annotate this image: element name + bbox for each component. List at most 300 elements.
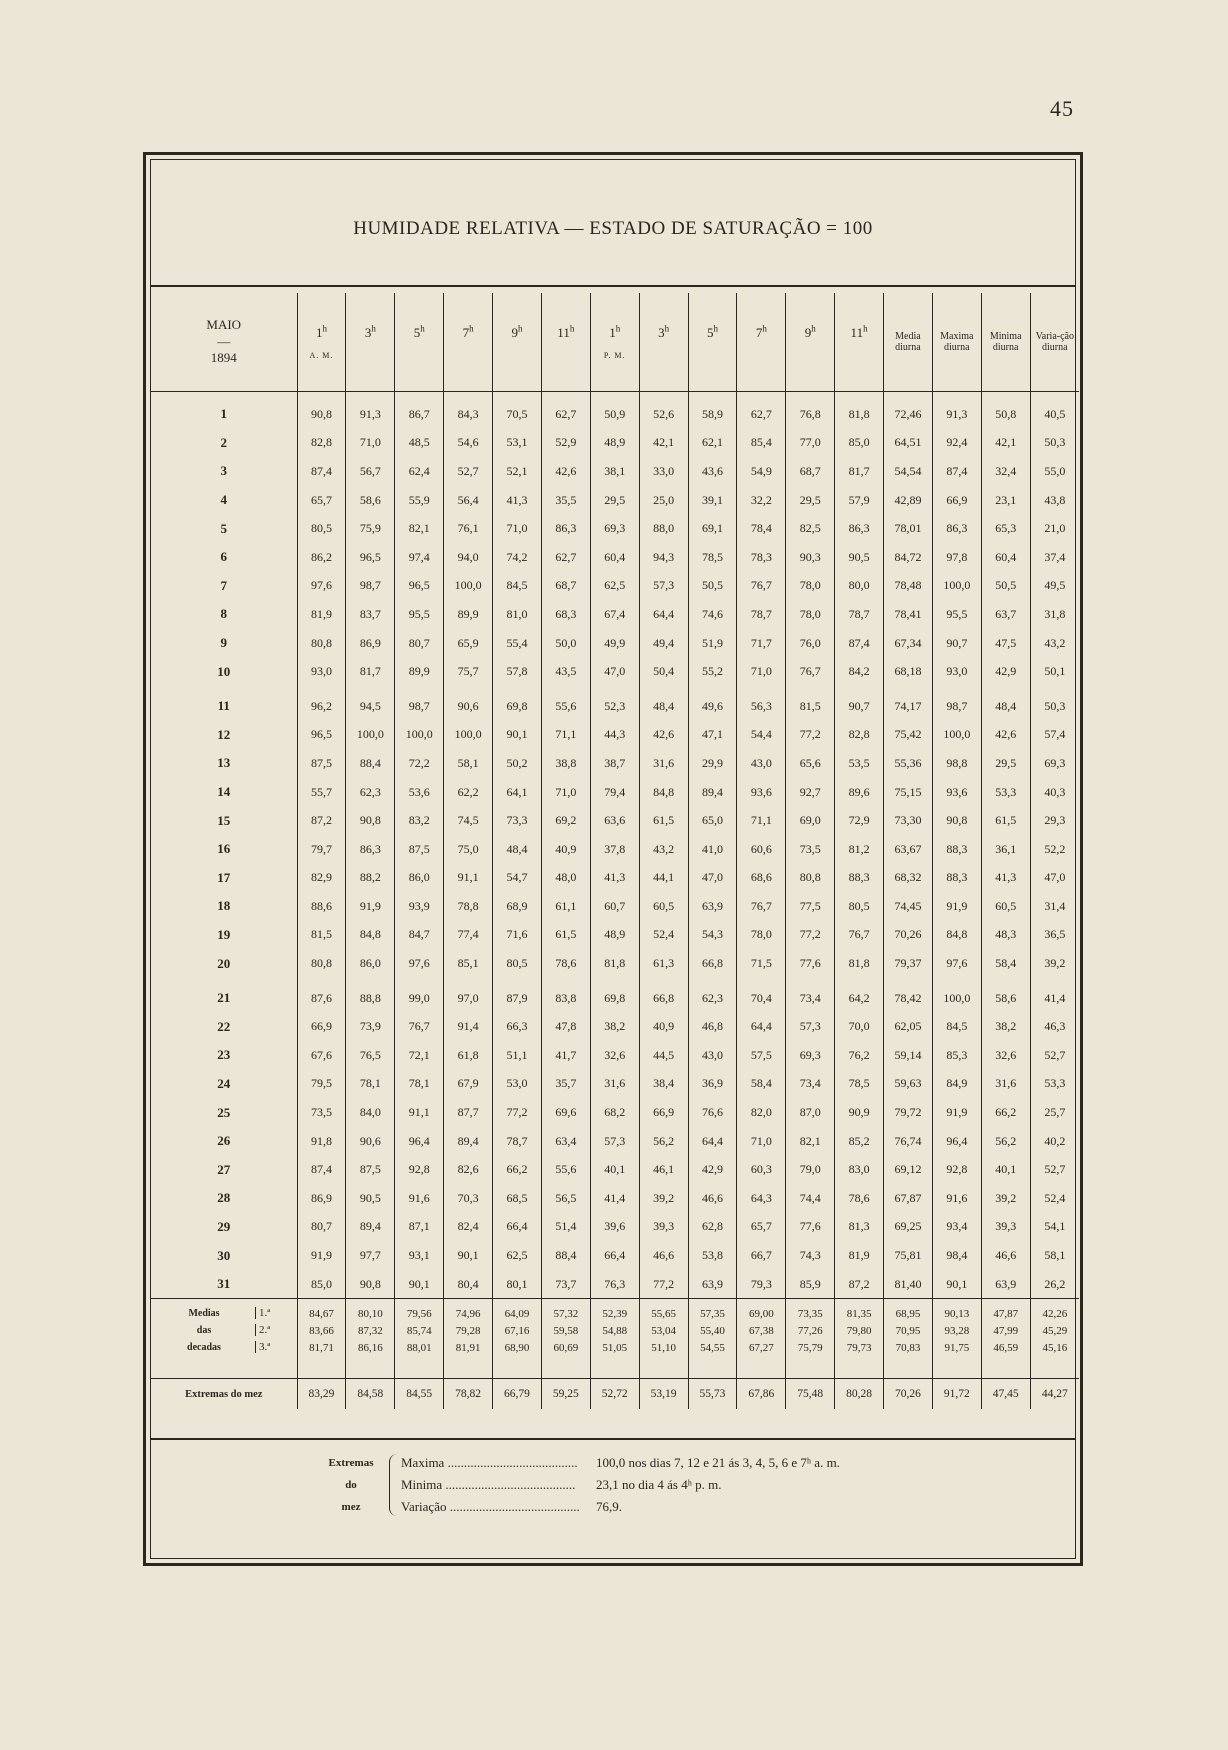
table-cell: 64,1: [493, 778, 542, 807]
table-cell: 85,74: [395, 1322, 444, 1339]
table-cell: 21,0: [1030, 514, 1079, 543]
table-cell: 66,4: [493, 1213, 542, 1242]
table-cell: 77,4: [444, 921, 493, 950]
table-cell: 36,1: [981, 835, 1030, 864]
table-cell: 62,1: [688, 429, 737, 458]
table-cell: 84,8: [639, 778, 688, 807]
table-cell: 66,2: [981, 1098, 1030, 1127]
table-row: [151, 692, 1079, 721]
table-cell: 52,4: [639, 921, 688, 950]
table-cell: 83,29: [297, 1379, 346, 1410]
hour-header: 5$^h$: [395, 293, 444, 392]
table-cell: 84,67: [297, 1299, 346, 1323]
table-cell: 73,3: [493, 806, 542, 835]
table-cell: 90,8: [297, 400, 346, 429]
row-label: 28: [217, 1190, 231, 1206]
table-cell: 66,9: [297, 1012, 346, 1041]
table-cell: 79,3: [737, 1270, 786, 1299]
table-cell: 60,4: [981, 543, 1030, 572]
table-cell: 69,8: [493, 692, 542, 721]
table-cell: 48,0: [541, 864, 590, 893]
table-cell: 79,56: [395, 1299, 444, 1323]
decada-row: [151, 1339, 1079, 1356]
table-cell: 55,36: [884, 749, 933, 778]
table-cell: 87,4: [297, 457, 346, 486]
page-number: 45: [1050, 96, 1074, 121]
table-cell: 46,59: [981, 1339, 1030, 1356]
table-cell: 92,8: [395, 1155, 444, 1184]
table-cell: 44,27: [1030, 1379, 1079, 1410]
table-row: [151, 806, 1079, 835]
table-cell: 71,1: [541, 721, 590, 750]
table-cell: 91,6: [932, 1184, 981, 1213]
table-cell: 79,0: [786, 1155, 835, 1184]
table-cell: 100,0: [395, 721, 444, 750]
table-cell: 79,37: [884, 949, 933, 978]
table-cell: 68,3: [541, 600, 590, 629]
table-cell: 53,1: [493, 429, 542, 458]
row-label: 19: [217, 926, 231, 942]
table-cell: 59,58: [541, 1322, 590, 1339]
hour-header: 3$^h$: [346, 293, 395, 392]
table-cell: 96,5: [297, 721, 346, 750]
table-cell: 86,0: [395, 864, 444, 893]
table-cell: 98,7: [346, 572, 395, 601]
table-cell: 81,40: [884, 1270, 933, 1299]
table-cell: 65,6: [786, 749, 835, 778]
table-cell: 39,3: [639, 1213, 688, 1242]
table-cell: 74,5: [444, 806, 493, 835]
table-cell: 86,3: [541, 514, 590, 543]
table-cell: 78,5: [835, 1070, 884, 1099]
table-cell: 81,8: [835, 400, 884, 429]
table-cell: 68,95: [884, 1299, 933, 1323]
table-cell: 63,67: [884, 835, 933, 864]
table-cell: 70,26: [884, 921, 933, 950]
table-cell: 60,7: [590, 892, 639, 921]
table-cell: 41,3: [981, 864, 1030, 893]
table-cell: 44,1: [639, 864, 688, 893]
table-cell: 64,4: [639, 600, 688, 629]
table-cell: 68,2: [590, 1098, 639, 1127]
table-cell: 58,1: [1030, 1241, 1079, 1270]
table-cell: 100,0: [444, 572, 493, 601]
table-cell: 52,7: [444, 457, 493, 486]
table-cell: 50,9: [590, 400, 639, 429]
table-body: [151, 392, 1079, 1410]
table-cell: 68,18: [884, 657, 933, 686]
row-label: 27: [217, 1161, 231, 1177]
hour-header: 1$^h$ A. M.: [297, 293, 346, 392]
table-cell: 58,9: [688, 400, 737, 429]
table-cell: 69,6: [541, 1098, 590, 1127]
hour-header: 7$^h$: [737, 293, 786, 392]
table-cell: 55,0: [1030, 457, 1079, 486]
table-cell: 50,3: [1030, 429, 1079, 458]
table-cell: 31,6: [981, 1070, 1030, 1099]
table-cell: 80,28: [835, 1379, 884, 1410]
table-cell: 43,2: [639, 835, 688, 864]
table-cell: 55,6: [541, 692, 590, 721]
decada-row: [151, 1322, 1079, 1339]
hour-header: 11$^h$: [835, 293, 884, 392]
decada-label: Medias 1.ª: [151, 1299, 297, 1323]
table-cell: 87,32: [346, 1322, 395, 1339]
table-cell: 29,5: [786, 486, 835, 515]
table-cell: 73,5: [297, 1098, 346, 1127]
decada-label: decadas 3.ª: [187, 1340, 271, 1353]
table-cell: 90,6: [346, 1127, 395, 1156]
table-row: [151, 984, 1079, 1013]
table-cell: 48,9: [590, 429, 639, 458]
table-cell: 99,0: [395, 984, 444, 1013]
table-cell: 74,17: [884, 692, 933, 721]
table-row: [151, 429, 1079, 458]
table-cell: 47,45: [981, 1379, 1030, 1410]
table-cell: 70,83: [884, 1339, 933, 1356]
table-row: [151, 1012, 1079, 1041]
month-dash: —: [217, 333, 231, 349]
table-cell: 49,6: [688, 692, 737, 721]
table-cell: 88,01: [395, 1339, 444, 1356]
table-cell: 57,8: [493, 657, 542, 686]
table-row: [151, 1241, 1079, 1270]
table-cell: 39,3: [981, 1213, 1030, 1242]
table-cell: 62,7: [541, 400, 590, 429]
table-cell: 76,7: [395, 1012, 444, 1041]
table-cell: 54,3: [688, 921, 737, 950]
table-cell: 87,4: [932, 457, 981, 486]
table-cell: 63,9: [688, 1270, 737, 1299]
table-cell: 33,0: [639, 457, 688, 486]
table-row: [151, 749, 1079, 778]
row-label: 12: [217, 726, 231, 742]
table-cell: 46,3: [1030, 1012, 1079, 1041]
table-cell: 93,6: [737, 778, 786, 807]
table-cell: 46,6: [688, 1184, 737, 1213]
table-cell: 52,7: [1030, 1041, 1079, 1070]
table-row: [151, 1070, 1079, 1099]
table-cell: 77,2: [786, 921, 835, 950]
table-cell: 51,4: [541, 1213, 590, 1242]
table-cell: 66,4: [590, 1241, 639, 1270]
table-cell: 69,0: [786, 806, 835, 835]
table-cell: 43,0: [688, 1041, 737, 1070]
table-cell: 49,9: [590, 629, 639, 658]
table-cell: 70,26: [884, 1379, 933, 1410]
table-cell: 100,0: [932, 984, 981, 1013]
table-cell: 67,86: [737, 1379, 786, 1410]
table-cell: 63,9: [688, 892, 737, 921]
table-cell: 97,7: [346, 1241, 395, 1270]
table-cell: 84,2: [835, 657, 884, 686]
table-cell: 88,6: [297, 892, 346, 921]
table-cell: 50,1: [1030, 657, 1079, 686]
table-cell: 97,6: [932, 949, 981, 978]
table-cell: 31,6: [639, 749, 688, 778]
table-cell: 77,6: [786, 1213, 835, 1242]
table-cell: 65,0: [688, 806, 737, 835]
table-cell: 47,0: [1030, 864, 1079, 893]
table-cell: 88,3: [932, 864, 981, 893]
table-cell: 82,5: [786, 514, 835, 543]
table-cell: 89,6: [835, 778, 884, 807]
table-cell: 41,4: [1030, 984, 1079, 1013]
table-cell: 81,9: [835, 1241, 884, 1270]
table-cell: 91,9: [297, 1241, 346, 1270]
table-cell: 35,7: [541, 1070, 590, 1099]
table-cell: 53,04: [639, 1322, 688, 1339]
table-row: [151, 543, 1079, 572]
table-cell: 40,2: [1030, 1127, 1079, 1156]
table-cell: 43,5: [541, 657, 590, 686]
table-cell: 80,7: [297, 1213, 346, 1242]
table-cell: 92,4: [932, 429, 981, 458]
table-cell: 97,6: [395, 949, 444, 978]
table-cell: 86,2: [297, 543, 346, 572]
table-cell: 50,5: [981, 572, 1030, 601]
table-cell: 42,1: [981, 429, 1030, 458]
table-cell: 50,3: [1030, 692, 1079, 721]
table-cell: 90,1: [493, 721, 542, 750]
table-cell: 76,7: [835, 921, 884, 950]
table-cell: 100,0: [444, 721, 493, 750]
table-cell: 68,5: [493, 1184, 542, 1213]
table-cell: 58,6: [981, 984, 1030, 1013]
table-cell: 86,3: [346, 835, 395, 864]
table-cell: 56,7: [346, 457, 395, 486]
table-cell: 97,4: [395, 543, 444, 572]
table-cell: 69,1: [688, 514, 737, 543]
table-row: [151, 514, 1079, 543]
table-cell: 52,9: [541, 429, 590, 458]
table-cell: 93,4: [932, 1213, 981, 1242]
table-cell: 41,0: [688, 835, 737, 864]
table-cell: 68,9: [493, 892, 542, 921]
table-cell: 73,4: [786, 1070, 835, 1099]
table-cell: 66,9: [639, 1098, 688, 1127]
table-cell: 68,7: [786, 457, 835, 486]
table-cell: 88,2: [346, 864, 395, 893]
table-cell: 76,7: [737, 892, 786, 921]
table-cell: 71,0: [737, 1127, 786, 1156]
table-cell: 96,4: [395, 1127, 444, 1156]
table-cell: 88,0: [639, 514, 688, 543]
table-cell: 40,1: [590, 1155, 639, 1184]
table-cell: 70,3: [444, 1184, 493, 1213]
table-cell: 78,8: [444, 892, 493, 921]
table-cell: 85,0: [835, 429, 884, 458]
table-cell: 87,5: [297, 749, 346, 778]
table-cell: 71,0: [346, 429, 395, 458]
table-cell: 78,6: [835, 1184, 884, 1213]
row-label: 11: [217, 698, 230, 714]
table-cell: 49,5: [1030, 572, 1079, 601]
row-label: 14: [217, 784, 231, 800]
table-cell: 42,1: [639, 429, 688, 458]
hour-header: 9$^h$: [493, 293, 542, 392]
table-cell: 77,5: [786, 892, 835, 921]
table-cell: 80,5: [835, 892, 884, 921]
table-cell: 56,2: [639, 1127, 688, 1156]
table-row: [151, 629, 1079, 658]
table-cell: 90,7: [932, 629, 981, 658]
table-cell: 69,12: [884, 1155, 933, 1184]
table-cell: 61,5: [639, 806, 688, 835]
table-cell: 58,4: [737, 1070, 786, 1099]
hour-header: 3$^h$: [639, 293, 688, 392]
table-cell: 54,7: [493, 864, 542, 893]
table-cell: 78,1: [395, 1070, 444, 1099]
table-cell: 55,4: [493, 629, 542, 658]
table-cell: 91,1: [395, 1098, 444, 1127]
table-cell: 86,9: [346, 629, 395, 658]
table-cell: 63,4: [541, 1127, 590, 1156]
table-cell: 72,2: [395, 749, 444, 778]
table-cell: 84,72: [884, 543, 933, 572]
table-cell: 46,8: [688, 1012, 737, 1041]
table-cell: 57,3: [786, 1012, 835, 1041]
table-cell: 54,55: [688, 1339, 737, 1356]
minima-header: Minima diurna: [981, 293, 1030, 392]
table-cell: 25,7: [1030, 1098, 1079, 1127]
table-cell: 66,3: [493, 1012, 542, 1041]
table-cell: 73,30: [884, 806, 933, 835]
table-cell: 90,1: [395, 1270, 444, 1299]
table-cell: 87,4: [297, 1155, 346, 1184]
table-cell: 78,42: [884, 984, 933, 1013]
table-cell: 76,0: [786, 629, 835, 658]
table-cell: 75,81: [884, 1241, 933, 1270]
table-cell: 91,9: [346, 892, 395, 921]
table-cell: 100,0: [932, 572, 981, 601]
table-cell: 81,5: [786, 692, 835, 721]
table-cell: 77,0: [786, 429, 835, 458]
extremas-label: Extremas do mez: [151, 1379, 297, 1410]
table-cell: 81,3: [835, 1213, 884, 1242]
table-cell: 80,5: [297, 514, 346, 543]
table-cell: 76,1: [444, 514, 493, 543]
table-cell: 90,5: [835, 543, 884, 572]
table-row: [151, 486, 1079, 515]
table-cell: 23,1: [981, 486, 1030, 515]
table-cell: 25,0: [639, 486, 688, 515]
table-cell: 80,8: [297, 949, 346, 978]
table-cell: 29,5: [590, 486, 639, 515]
table-cell: 42,26: [1030, 1299, 1079, 1323]
table-cell: 73,4: [786, 984, 835, 1013]
table-cell: 91,8: [297, 1127, 346, 1156]
table-cell: 54,4: [737, 721, 786, 750]
table-cell: 35,5: [541, 486, 590, 515]
table-cell: 56,2: [981, 1127, 1030, 1156]
table-cell: 75,9: [346, 514, 395, 543]
table-cell: 56,4: [444, 486, 493, 515]
table-cell: 71,6: [493, 921, 542, 950]
table-cell: 81,8: [835, 949, 884, 978]
table-cell: 97,8: [932, 543, 981, 572]
table-cell: 87,6: [297, 984, 346, 1013]
table-cell: 85,2: [835, 1127, 884, 1156]
table-cell: 91,3: [932, 400, 981, 429]
table-cell: 93,0: [932, 657, 981, 686]
table-cell: 79,73: [835, 1339, 884, 1356]
table-cell: 51,9: [688, 629, 737, 658]
table-cell: 64,2: [835, 984, 884, 1013]
table-cell: 70,95: [884, 1322, 933, 1339]
table-cell: 85,1: [444, 949, 493, 978]
table-row: [151, 572, 1079, 601]
table-cell: 78,1: [346, 1070, 395, 1099]
table-cell: 87,2: [297, 806, 346, 835]
summary-maxima: Maxima ..... 100,0 nos dias 7, 12 e 21 ás 3, 4, 5, 6 e 7ʰ a. m.: [401, 1452, 840, 1474]
table-cell: 98,4: [932, 1241, 981, 1270]
table-cell: 37,4: [1030, 543, 1079, 572]
table-cell: 60,69: [541, 1339, 590, 1356]
table-cell: 84,5: [493, 572, 542, 601]
table-cell: 41,4: [590, 1184, 639, 1213]
table-cell: 53,6: [395, 778, 444, 807]
table-cell: 47,8: [541, 1012, 590, 1041]
table-cell: 62,4: [395, 457, 444, 486]
table-cell: 50,5: [688, 572, 737, 601]
table-cell: 73,35: [786, 1299, 835, 1323]
table-cell: 50,0: [541, 629, 590, 658]
table-cell: 69,3: [1030, 749, 1079, 778]
table-cell: 57,5: [737, 1041, 786, 1070]
table-cell: 59,14: [884, 1041, 933, 1070]
table-cell: 61,5: [541, 921, 590, 950]
table-cell: 52,72: [590, 1379, 639, 1410]
table-cell: 93,9: [395, 892, 444, 921]
table-cell: 47,0: [688, 864, 737, 893]
table-cell: 71,0: [737, 657, 786, 686]
table-cell: 45,16: [1030, 1339, 1079, 1356]
row-label: 7: [220, 577, 227, 593]
table-cell: 88,4: [541, 1241, 590, 1270]
table-cell: 79,72: [884, 1098, 933, 1127]
table-cell: 62,3: [688, 984, 737, 1013]
table-cell: 75,15: [884, 778, 933, 807]
table-cell: 31,6: [590, 1070, 639, 1099]
table-cell: 51,1: [493, 1041, 542, 1070]
variacao-header: Varia-ção diurna: [1030, 293, 1079, 392]
table-cell: 47,87: [981, 1299, 1030, 1323]
table-cell: 60,3: [737, 1155, 786, 1184]
table-cell: 100,0: [346, 721, 395, 750]
table-row: [151, 864, 1079, 893]
table-cell: 46,6: [981, 1241, 1030, 1270]
table-cell: 68,6: [737, 864, 786, 893]
hour-header: 1$^h$ P. M.: [590, 293, 639, 392]
row-label: 6: [220, 549, 227, 565]
table-cell: 79,28: [444, 1322, 493, 1339]
table-cell: 80,8: [297, 629, 346, 658]
table-cell: 48,4: [639, 692, 688, 721]
table-cell: 38,1: [590, 457, 639, 486]
table-cell: 81,8: [590, 949, 639, 978]
humidity-table: [151, 293, 1079, 1409]
table-cell: 53,3: [1030, 1070, 1079, 1099]
table-cell: 40,1: [981, 1155, 1030, 1184]
table-cell: 71,5: [737, 949, 786, 978]
table-cell: 78,41: [884, 600, 933, 629]
table-cell: 92,8: [932, 1155, 981, 1184]
table-cell: 47,0: [590, 657, 639, 686]
table-cell: 90,3: [786, 543, 835, 572]
table-cell: 77,2: [493, 1098, 542, 1127]
table-cell: 53,0: [493, 1070, 542, 1099]
